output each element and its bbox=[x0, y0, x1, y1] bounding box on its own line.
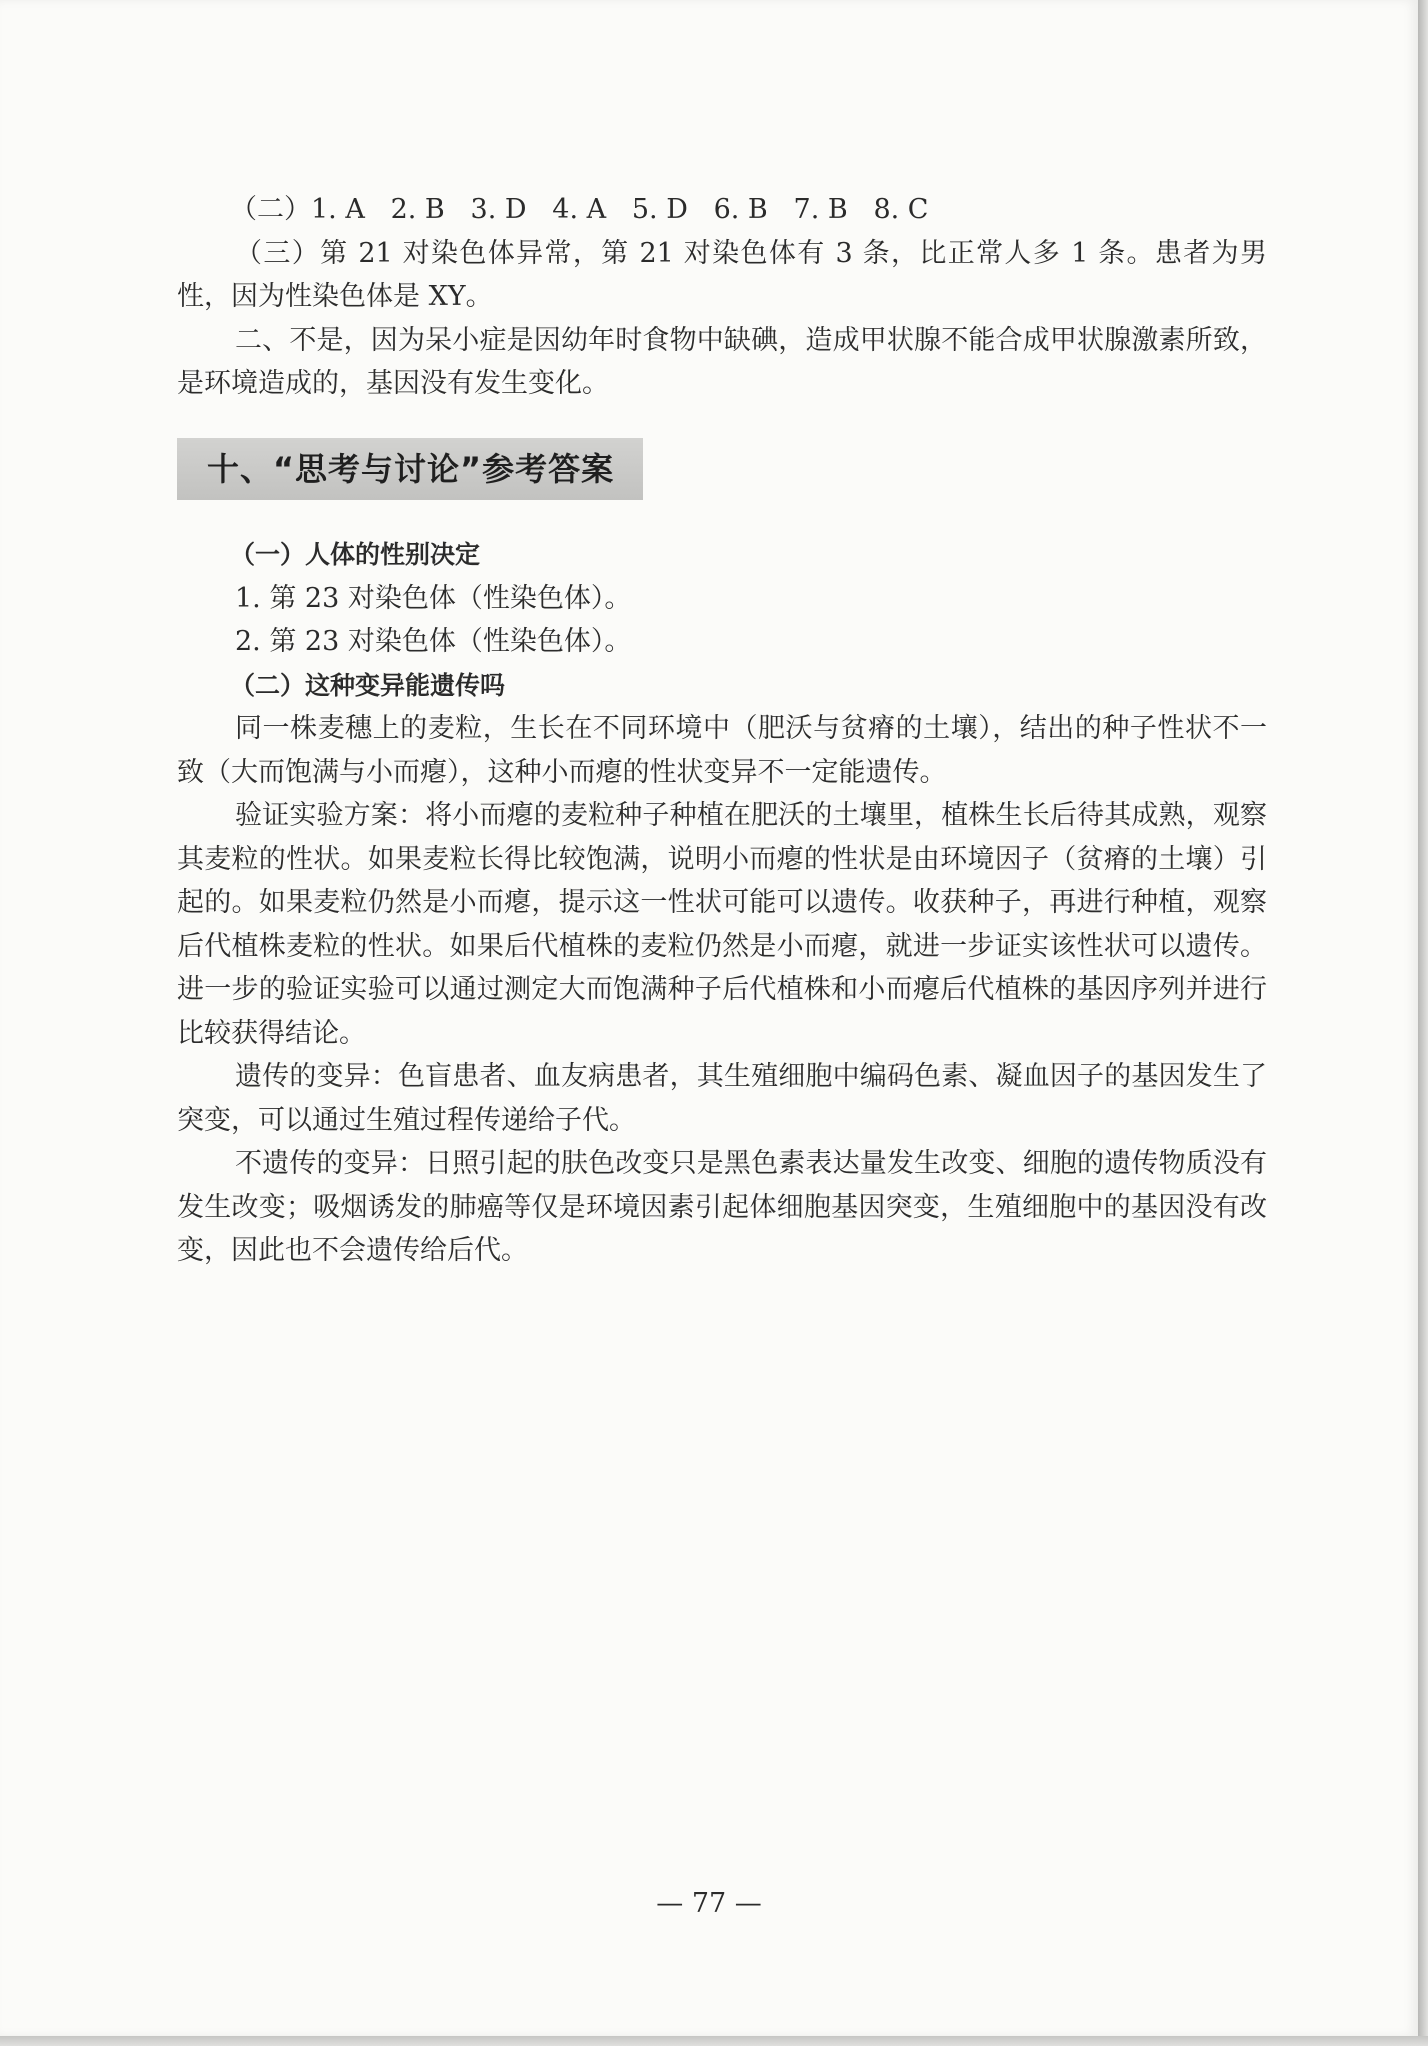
body-paragraph: 不遗传的变异：日照引起的肤色改变只是黑色素表达量发生改变、细胞的遗传物质没有发生改变；吸烟诱发的肺癌等仅是环境因素引起体细胞基因突变，生殖细胞中的基因没有改变，因此也不会遗传给后代。 bbox=[177, 1148, 1267, 1266]
body-paragraph: 验证实验方案：将小而瘪的麦粒种子种植在肥沃的土壤里，植株生长后待其成熟，观察其麦粒的性状。如果麦粒长得比较饱满，说明小而瘪的性状是由环境因子（贫瘠的土壤）引起的。如果麦粒仍然是小而瘪，提示这一性状可能可以遗传。收获种子，再进行种植，观察后代植株麦粒的性状。如果后代植株的麦粒仍然是小而瘪，就进一步证实该性状可以遗传。进一步的验证实验可以通过测定大而饱满种子后代植株和小而瘪后代植株的基因序列并进行比较获得结论。 bbox=[177, 800, 1267, 1049]
section-ten-body bbox=[177, 533, 1267, 1273]
scan-edge-right bbox=[1418, 0, 1428, 2046]
section-heading-title: 十、“思考与讨论”参考答案 bbox=[207, 450, 615, 488]
list-item: 2. 第 23 对染色体（性染色体）。 bbox=[235, 626, 632, 657]
subsection-title-heritable-variation: （二）这种变异能遗传吗 bbox=[230, 670, 506, 700]
scan-edge-bottom bbox=[0, 2036, 1428, 2046]
question-two-answer: 二、不是，因为呆小症是因幼年时食物中缺碘，造成甲状腺不能合成甲状腺激素所致，是环境造成的，基因没有发生变化。 bbox=[177, 324, 1267, 399]
body-paragraph: 遗传的变异：色盲患者、血友病患者，其生殖细胞中编码色素、凝血因子的基因发生了突变，可以通过生殖过程传递给子代。 bbox=[177, 1061, 1267, 1136]
page-number: — 77 — bbox=[656, 1888, 762, 1919]
section-heading-banner bbox=[177, 438, 643, 500]
body-paragraph: 同一株麦穗上的麦粒，生长在不同环境中（肥沃与贫瘠的土壤），结出的种子性状不一致（大而饱满与小而瘪），这种小而瘪的性状变异不一定能遗传。 bbox=[177, 713, 1267, 788]
subsection-title-sex-determination: （一）人体的性别决定 bbox=[230, 540, 481, 569]
previous-section-answers bbox=[177, 188, 1267, 406]
part-three-answer: （三）第 21 对染色体异常，第 21 对染色体有 3 条，比正常人多 1 条。患者为男性，因为性染色体是 XY。 bbox=[177, 237, 1267, 312]
multiple-choice-answers: （二）1. A 2. B 3. D 4. A 5. D 6. B 7. B 8. C bbox=[230, 194, 929, 225]
list-item: 1. 第 23 对染色体（性染色体）。 bbox=[235, 582, 632, 614]
